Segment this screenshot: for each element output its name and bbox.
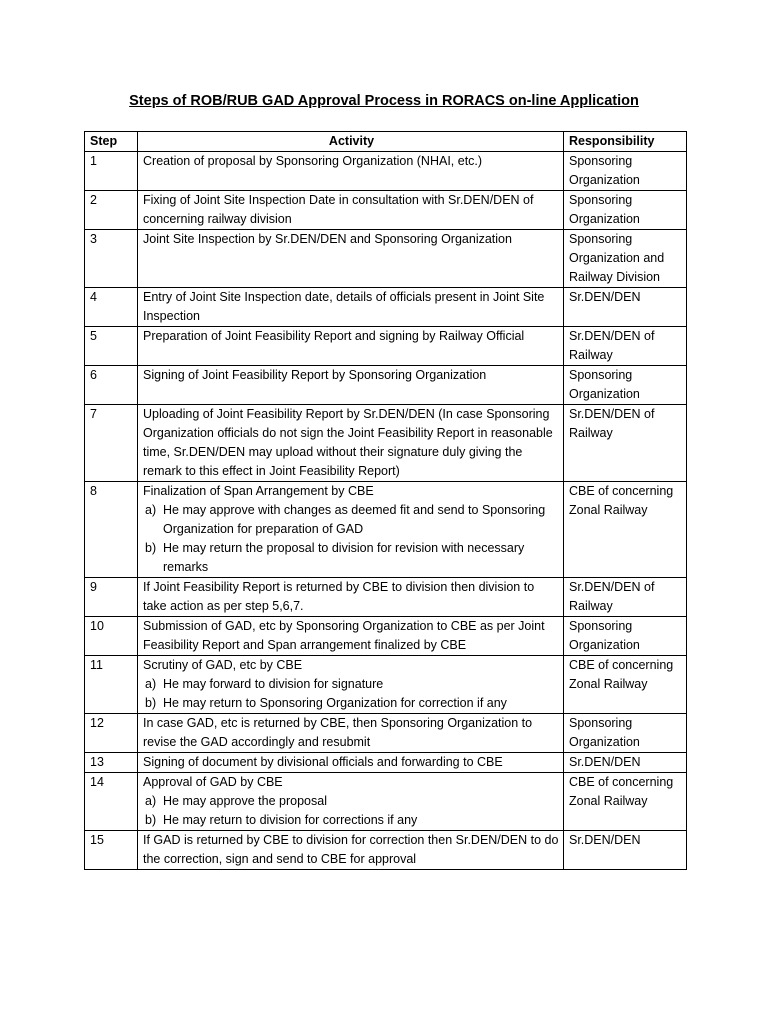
- table-body: [85, 152, 687, 870]
- responsibility-cell: CBE of concerning Zonal Railway: [564, 773, 687, 831]
- table-header-row: [85, 132, 687, 152]
- sub-item-text: He may return the proposal to division for revision with necessary remarks: [163, 541, 525, 574]
- responsibility-cell: Sponsoring Organization: [564, 191, 687, 230]
- activity-cell: [138, 366, 564, 405]
- activity-text: Scrutiny of GAD, etc by CBE: [143, 658, 303, 672]
- sub-item: [143, 792, 560, 811]
- sub-item: [143, 811, 560, 830]
- table-row: [85, 617, 687, 656]
- sub-item-list: [143, 792, 560, 830]
- activity-text: If GAD is returned by CBE to division for correction then Sr.DEN/DEN to do the correction, sign and send to CBE for approval: [143, 833, 559, 866]
- step-number: 13: [85, 753, 138, 773]
- header-step: Step: [85, 132, 138, 152]
- sub-item-label: b): [145, 541, 157, 555]
- step-number: 9: [85, 578, 138, 617]
- activity-cell: [138, 617, 564, 656]
- activity-cell: [138, 656, 564, 714]
- responsibility-cell: Sponsoring Organization and Railway Division: [564, 230, 687, 288]
- activity-cell: [138, 327, 564, 366]
- step-number: 3: [85, 230, 138, 288]
- responsibility-cell: Sponsoring Organization: [564, 714, 687, 753]
- responsibility-cell: CBE of concerning Zonal Railway: [564, 482, 687, 578]
- table-row: [85, 773, 687, 831]
- step-number: 6: [85, 366, 138, 405]
- table-row: [85, 366, 687, 405]
- responsibility-cell: Sr.DEN/DEN of Railway: [564, 578, 687, 617]
- sub-item-text: He may forward to division for signature: [163, 677, 384, 691]
- table-row: [85, 230, 687, 288]
- sub-item: [143, 539, 560, 577]
- sub-item: [143, 501, 560, 539]
- sub-item-list: [143, 675, 560, 713]
- table-row: [85, 578, 687, 617]
- sub-item-label: a): [145, 794, 157, 808]
- activity-cell: [138, 288, 564, 327]
- activity-cell: [138, 714, 564, 753]
- activity-text: Preparation of Joint Feasibility Report and signing by Railway Official: [143, 329, 525, 343]
- sub-item-list: [143, 501, 560, 577]
- activity-text: Approval of GAD by CBE: [143, 775, 283, 789]
- step-number: 15: [85, 831, 138, 870]
- activity-text: Uploading of Joint Feasibility Report by Sr.DEN/DEN (In case Sponsoring Organization officials do not sign the Joint Feasibility Report in reasonable time, Sr.DEN/DEN may upload without their signature duly giving the remark to this effect in Joint Feasibility Report): [143, 407, 553, 478]
- responsibility-cell: Sr.DEN/DEN of Railway: [564, 405, 687, 482]
- activity-text: In case GAD, etc is returned by CBE, then Sponsoring Organization to revise the GAD accordingly and resubmit: [143, 716, 533, 749]
- table-row: [85, 714, 687, 753]
- activity-text: Signing of document by divisional officials and forwarding to CBE: [143, 755, 503, 769]
- table-row: [85, 831, 687, 870]
- step-number: 11: [85, 656, 138, 714]
- activity-text: Fixing of Joint Site Inspection Date in consultation with Sr.DEN/DEN of concerning railway division: [143, 193, 534, 226]
- sub-item-text: He may return to division for corrections if any: [163, 813, 418, 827]
- activity-cell: [138, 753, 564, 773]
- sub-item: [143, 694, 560, 713]
- activity-cell: [138, 152, 564, 191]
- activity-cell: [138, 191, 564, 230]
- sub-item-text: He may approve with changes as deemed fit and send to Sponsoring Organization for preparation of GAD: [163, 503, 546, 536]
- header-responsibility: Responsibility: [564, 132, 687, 152]
- sub-item: [143, 675, 560, 694]
- step-number: 10: [85, 617, 138, 656]
- responsibility-cell: Sr.DEN/DEN: [564, 831, 687, 870]
- table-row: [85, 405, 687, 482]
- activity-text: If Joint Feasibility Report is returned by CBE to division then division to take action as per step 5,6,7.: [143, 580, 535, 613]
- table-row: [85, 656, 687, 714]
- step-number: 8: [85, 482, 138, 578]
- sub-item-label: a): [145, 503, 157, 517]
- activity-cell: [138, 482, 564, 578]
- activity-text: Finalization of Span Arrangement by CBE: [143, 484, 374, 498]
- sub-item-label: a): [145, 677, 157, 691]
- activity-cell: [138, 831, 564, 870]
- table-row: [85, 327, 687, 366]
- header-activity: Activity: [138, 132, 564, 152]
- sub-item-text: He may return to Sponsoring Organization for correction if any: [163, 696, 507, 710]
- step-number: 7: [85, 405, 138, 482]
- sub-item-label: b): [145, 813, 157, 827]
- process-steps-table: [84, 131, 687, 870]
- activity-cell: [138, 405, 564, 482]
- responsibility-cell: Sr.DEN/DEN: [564, 753, 687, 773]
- table-row: [85, 753, 687, 773]
- table-row: [85, 152, 687, 191]
- responsibility-cell: Sr.DEN/DEN: [564, 288, 687, 327]
- step-number: 14: [85, 773, 138, 831]
- responsibility-cell: CBE of concerning Zonal Railway: [564, 656, 687, 714]
- step-number: 1: [85, 152, 138, 191]
- step-number: 4: [85, 288, 138, 327]
- activity-text: Entry of Joint Site Inspection date, details of officials present in Joint Site Inspection: [143, 290, 545, 323]
- table-row: [85, 191, 687, 230]
- responsibility-cell: Sponsoring Organization: [564, 152, 687, 191]
- step-number: 12: [85, 714, 138, 753]
- activity-cell: [138, 230, 564, 288]
- activity-text: Submission of GAD, etc by Sponsoring Organization to CBE as per Joint Feasibility Report and Span arrangement finalized by CBE: [143, 619, 545, 652]
- table-row: [85, 482, 687, 578]
- activity-text: Creation of proposal by Sponsoring Organization (NHAI, etc.): [143, 154, 483, 168]
- responsibility-cell: Sponsoring Organization: [564, 366, 687, 405]
- activity-cell: [138, 773, 564, 831]
- activity-cell: [138, 578, 564, 617]
- responsibility-cell: Sr.DEN/DEN of Railway: [564, 327, 687, 366]
- activity-text: Signing of Joint Feasibility Report by Sponsoring Organization: [143, 368, 487, 382]
- activity-text: Joint Site Inspection by Sr.DEN/DEN and Sponsoring Organization: [143, 232, 512, 246]
- document-title: Steps of ROB/RUB GAD Approval Process in RORACS on-line Application: [129, 93, 639, 109]
- step-number: 5: [85, 327, 138, 366]
- sub-item-text: He may approve the proposal: [163, 794, 327, 808]
- sub-item-label: b): [145, 696, 157, 710]
- responsibility-cell: Sponsoring Organization: [564, 617, 687, 656]
- step-number: 2: [85, 191, 138, 230]
- table-row: [85, 288, 687, 327]
